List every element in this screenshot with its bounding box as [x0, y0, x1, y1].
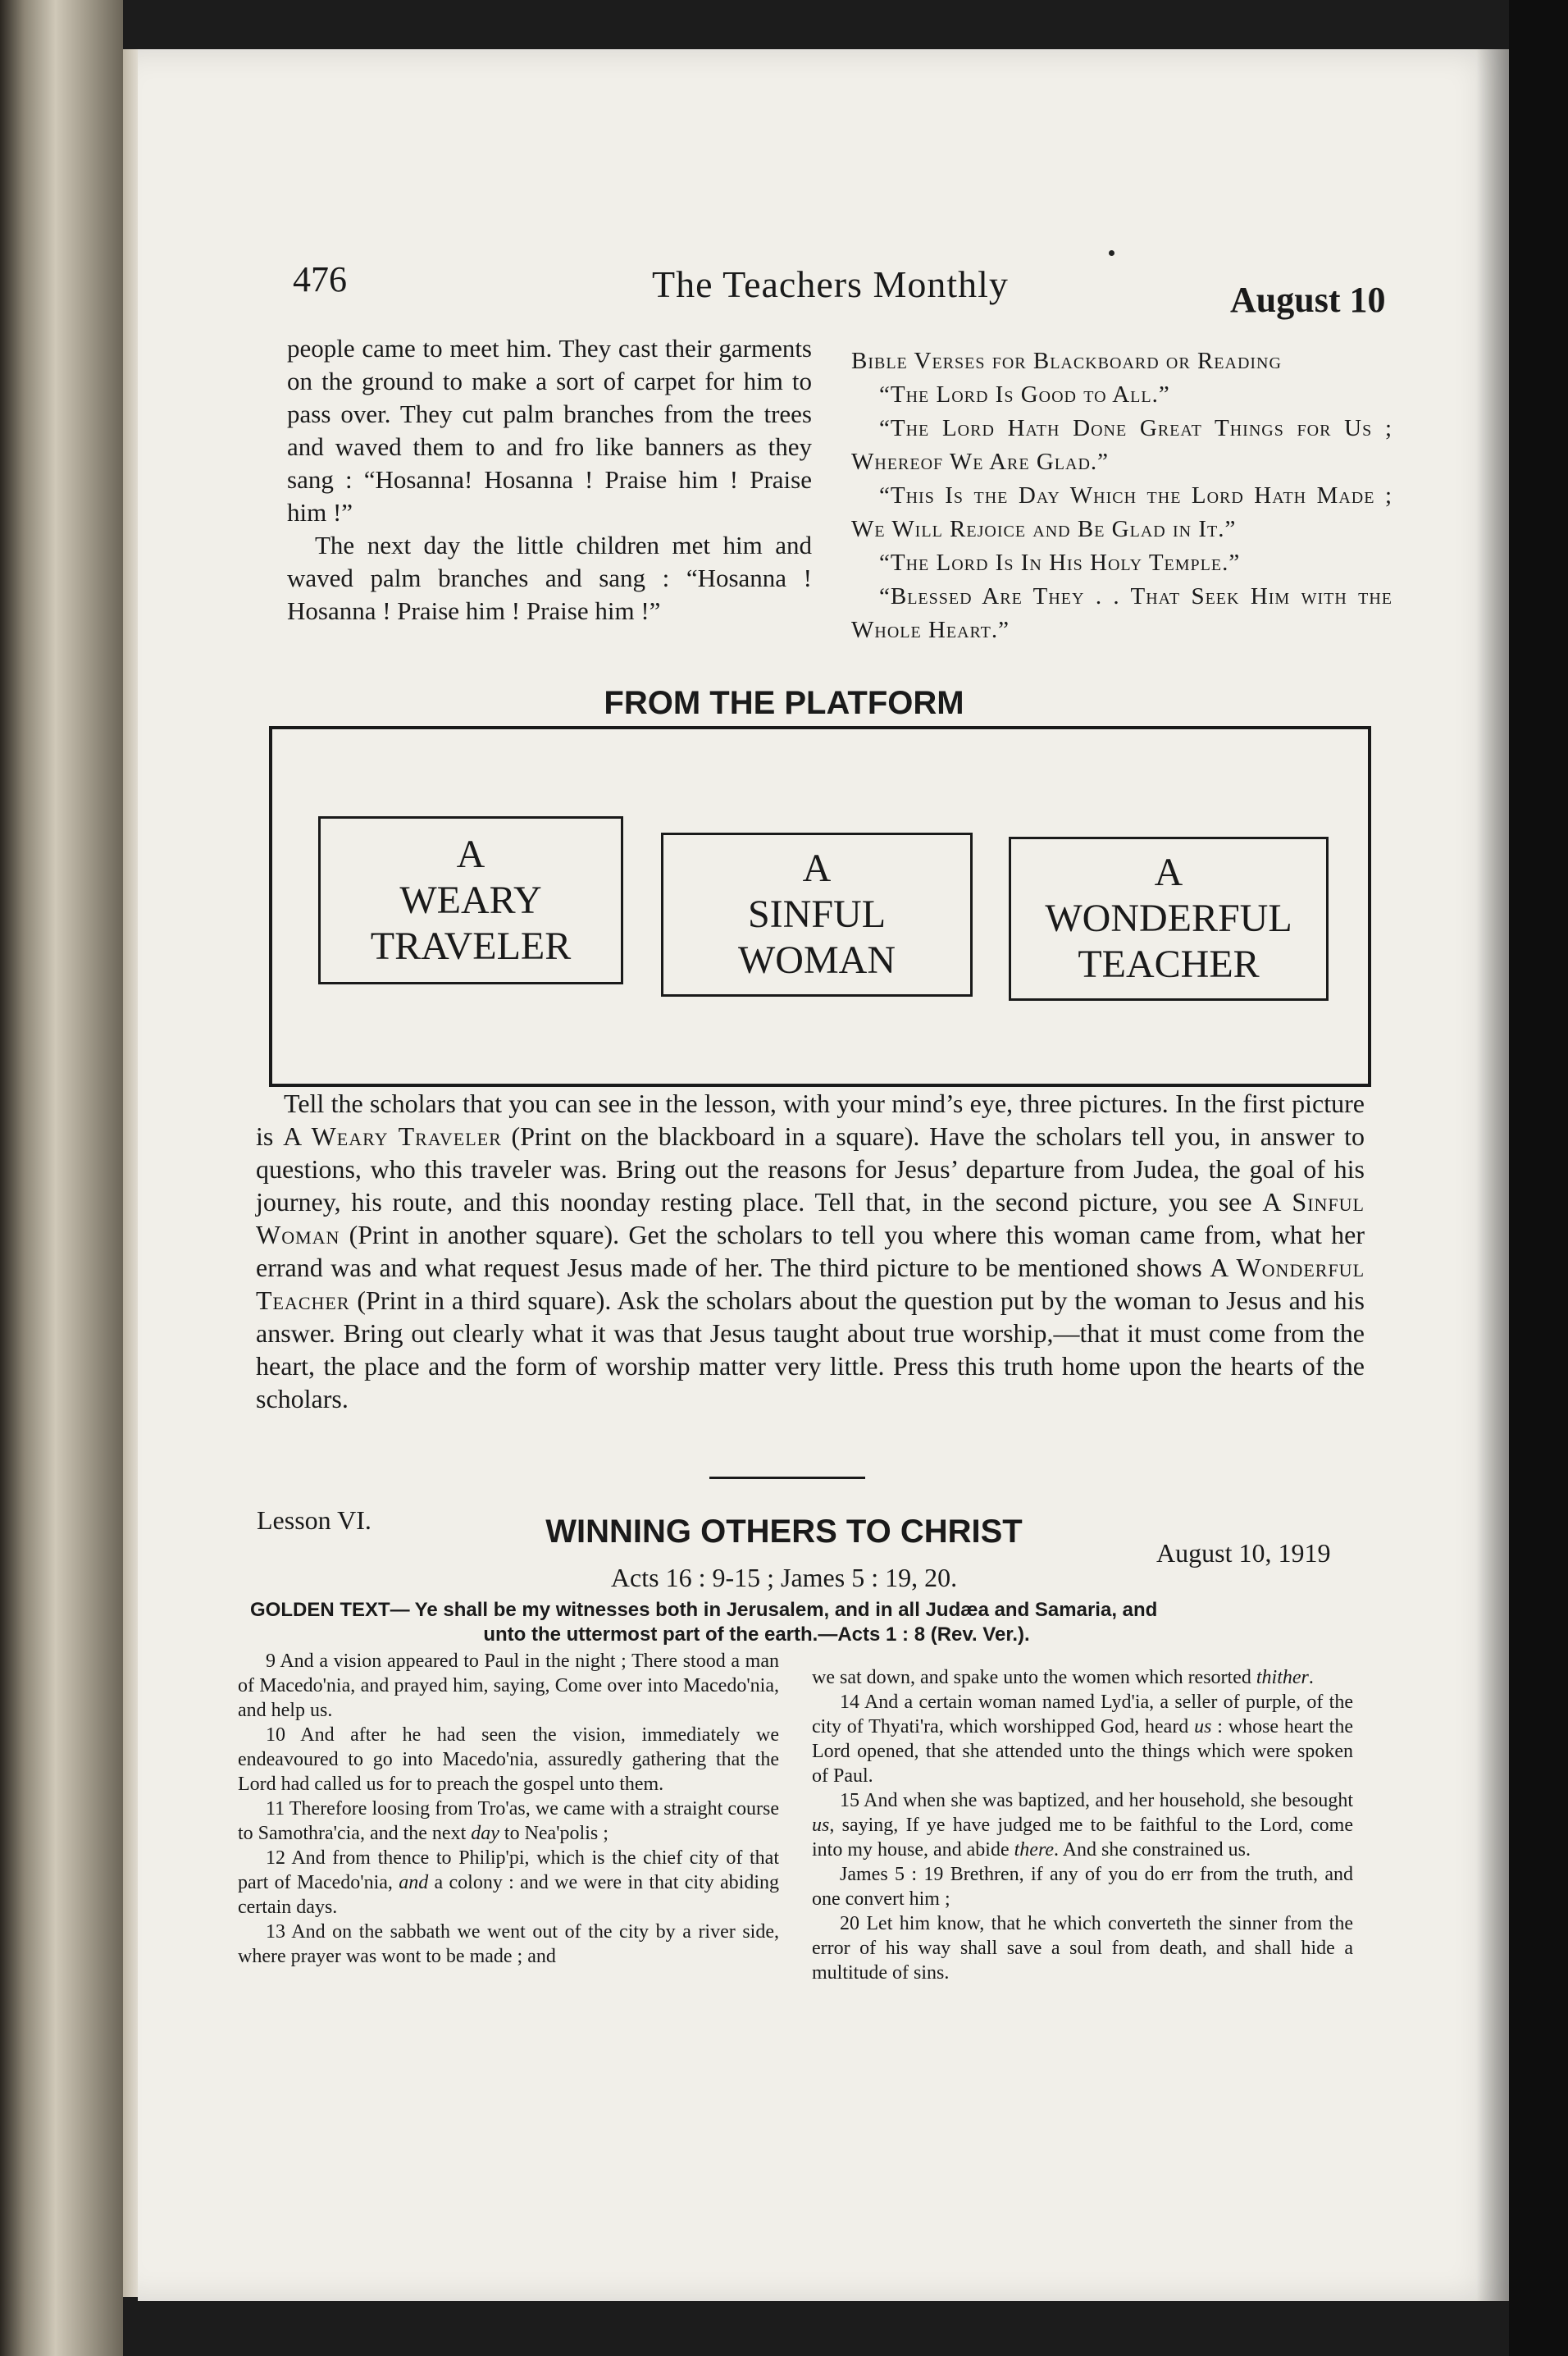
text-run: 15 And when she was baptized, and her household, she besought [840, 1790, 1353, 1811]
box-line: WONDERFUL [1045, 897, 1292, 940]
story-paragraph: The next day the little children met him and waved palm branches and sang : “Hosanna ! Hosanna ! Praise him ! Praise him !” [287, 531, 812, 625]
lesson-references: Acts 16 : 9-15 ; James 5 : 19, 20. [610, 1563, 958, 1592]
box-line: WOMAN [738, 938, 896, 982]
scripture-verse [238, 1797, 779, 1846]
text-run: 14 And a certain woman named Lyd'ia, a seller of purple, of the city of Thyati'ra, which worshipped God, heard [812, 1692, 1353, 1737]
text-run: us [1194, 1716, 1212, 1737]
text-run: 12 And from thence to Philip'pi, which is the chief city of that part of Macedo'nia, [238, 1847, 779, 1893]
text-run: Tell the scholars that you can see in the lesson, with your mind’s eye, three pictures. In the first picture is [256, 1089, 1365, 1151]
background-right [1509, 0, 1568, 2356]
page-number: 476 [293, 259, 347, 299]
box-line: A [1154, 851, 1183, 894]
text-run: a colony : and we were in that city abiding certain days. [238, 1872, 779, 1918]
book-spine [0, 0, 123, 2356]
bible-verse: “The Lord Is Good to All.” [879, 381, 1170, 408]
text-run: and [399, 1872, 429, 1893]
scripture-verse: 10 And after he had seen the vision, immediately we endeavoured to go into Macedo'nia, assuredly gathering that the Lord had called us for to preach the gospel unto them. [238, 1724, 779, 1795]
box-line: A [802, 847, 832, 890]
platform-heading: FROM THE PLATFORM [604, 685, 964, 721]
golden-text [250, 1598, 1361, 1647]
box-line: WEARY [399, 878, 542, 922]
text-run: to Nea'polis ; [499, 1823, 609, 1844]
golden-text-line: Ye shall be my witnesses both in Jerusalem, and in all Judæa and Samaria, and [414, 1599, 1158, 1621]
scripture-verse [812, 1690, 1353, 1788]
bible-verses-column [851, 345, 1393, 647]
box-line: TRAVELER [370, 924, 572, 968]
lesson-date: August 10, 1919 [1156, 1538, 1331, 1568]
golden-text-line: unto the uttermost part of the earth.—Acts 1 : 8 (Rev. Ver.). [483, 1623, 1030, 1646]
bible-verse: “Blessed Are They . . That Seek Him with the Whole Heart.” [851, 583, 1393, 643]
scripture-verse [812, 1788, 1353, 1862]
box-line: A [456, 832, 485, 876]
text-run: . [1308, 1667, 1314, 1688]
page-gutter-shadow [1476, 49, 1509, 2301]
scripture-verse [812, 1665, 1353, 1690]
scripture-column-left [238, 1649, 779, 1969]
golden-text-label: GOLDEN TEXT— [250, 1599, 410, 1621]
platform-instructions [256, 1087, 1365, 1415]
section-divider [709, 1477, 865, 1479]
scripture-verse: 20 Let him know, that he which converteth the sinner from the error of his way shall save a soul from death, and shall hide a multitude of sins. [812, 1913, 1353, 1984]
text-run: us [812, 1815, 830, 1836]
text-run: there [1014, 1839, 1055, 1861]
ink-speck [1109, 250, 1114, 256]
scripture-verse: 9 And a vision appeared to Paul in the night ; There stood a man of Macedo'nia, and prayed him, saying, Come over into Macedo'nia, and help us. [238, 1651, 779, 1721]
story-paragraph: people came to meet him. They cast their garments on the ground to make a sort of carpet for him to pass over. They cut palm branches from the trees and waved them to and fro like banners as they sang : “Hosanna! Hosanna ! Praise him ! Praise him !” [287, 334, 812, 527]
text-run: A Sinful Woman [256, 1187, 1365, 1249]
lesson-number: Lesson VI. [257, 1505, 371, 1535]
text-run: 11 Therefore loosing from Tro'as, we came with a straight course to Samothra'cia, and the next [238, 1798, 779, 1844]
scripture-verse: James 5 : 19 Brethren, if any of you do err from the truth, and one convert him ; [812, 1864, 1353, 1910]
box-line: SINFUL [747, 893, 887, 936]
text-run: . And she constrained us. [1054, 1839, 1251, 1861]
text-run: , saying, If ye have judged me to be faithful to the Lord, come into my house, and abide [812, 1815, 1353, 1861]
scripture-verse: 13 And on the sabbath we went out of the city by a river side, where prayer was wont to be made ; and [238, 1921, 779, 1967]
scripture-verse [238, 1846, 779, 1920]
text-run: we sat down, and spake unto the women which resorted [812, 1667, 1256, 1688]
text-run: A Weary Traveler [283, 1121, 502, 1151]
lesson-title: WINNING OTHERS TO CHRIST [545, 1514, 1023, 1550]
text-run: : whose heart the Lord opened, that she attended unto the things which were spoken of Paul. [812, 1716, 1353, 1787]
blackboard-box [661, 833, 973, 997]
issue-date: August 10 [1230, 280, 1386, 320]
text-run: (Print in a third square). Ask the scholars about the question put by the woman to Jesus and his answer. Bring out clearly what it was that Jesus taught about true worship,—that it must come from the heart, the place and the form of worship matter very little. Press this truth home upon the hearts of the scholars. [256, 1285, 1365, 1413]
blackboard-box [318, 816, 623, 984]
journal-title: The Teachers Monthly [652, 263, 1009, 305]
text-run: (Print on the blackboard in a square). Have the scholars tell you, in answer to questions, who this traveler was. Bring out the reasons for Jesus’ departure from Judea, the goal of his journey, his route, and this noonday resting place. Tell that, in the second picture, you see [256, 1121, 1365, 1217]
text-run: (Print in another square). Get the scholars to tell you where this woman came from, what her errand was and what request Jesus made of her. The third picture to be mentioned shows [256, 1220, 1365, 1282]
bible-verse: “The Lord Is In His Holy Temple.” [879, 550, 1241, 576]
story-column [287, 332, 812, 628]
scripture-column-right [812, 1665, 1353, 1985]
text-run: day [471, 1823, 499, 1844]
text-run: thither [1256, 1667, 1309, 1688]
bible-verses-heading: Bible Verses for Blackboard or Reading [851, 348, 1282, 374]
box-line: TEACHER [1078, 943, 1260, 986]
bible-verse: “This Is the Day Which the Lord Hath Made ; We Will Rejoice and Be Glad in It.” [851, 482, 1393, 542]
text-run: A Wonderful Teacher [256, 1253, 1365, 1315]
blackboard-box [1009, 837, 1329, 1001]
bible-verse: “The Lord Hath Done Great Things for Us ; Whereof We Are Glad.” [851, 415, 1393, 475]
